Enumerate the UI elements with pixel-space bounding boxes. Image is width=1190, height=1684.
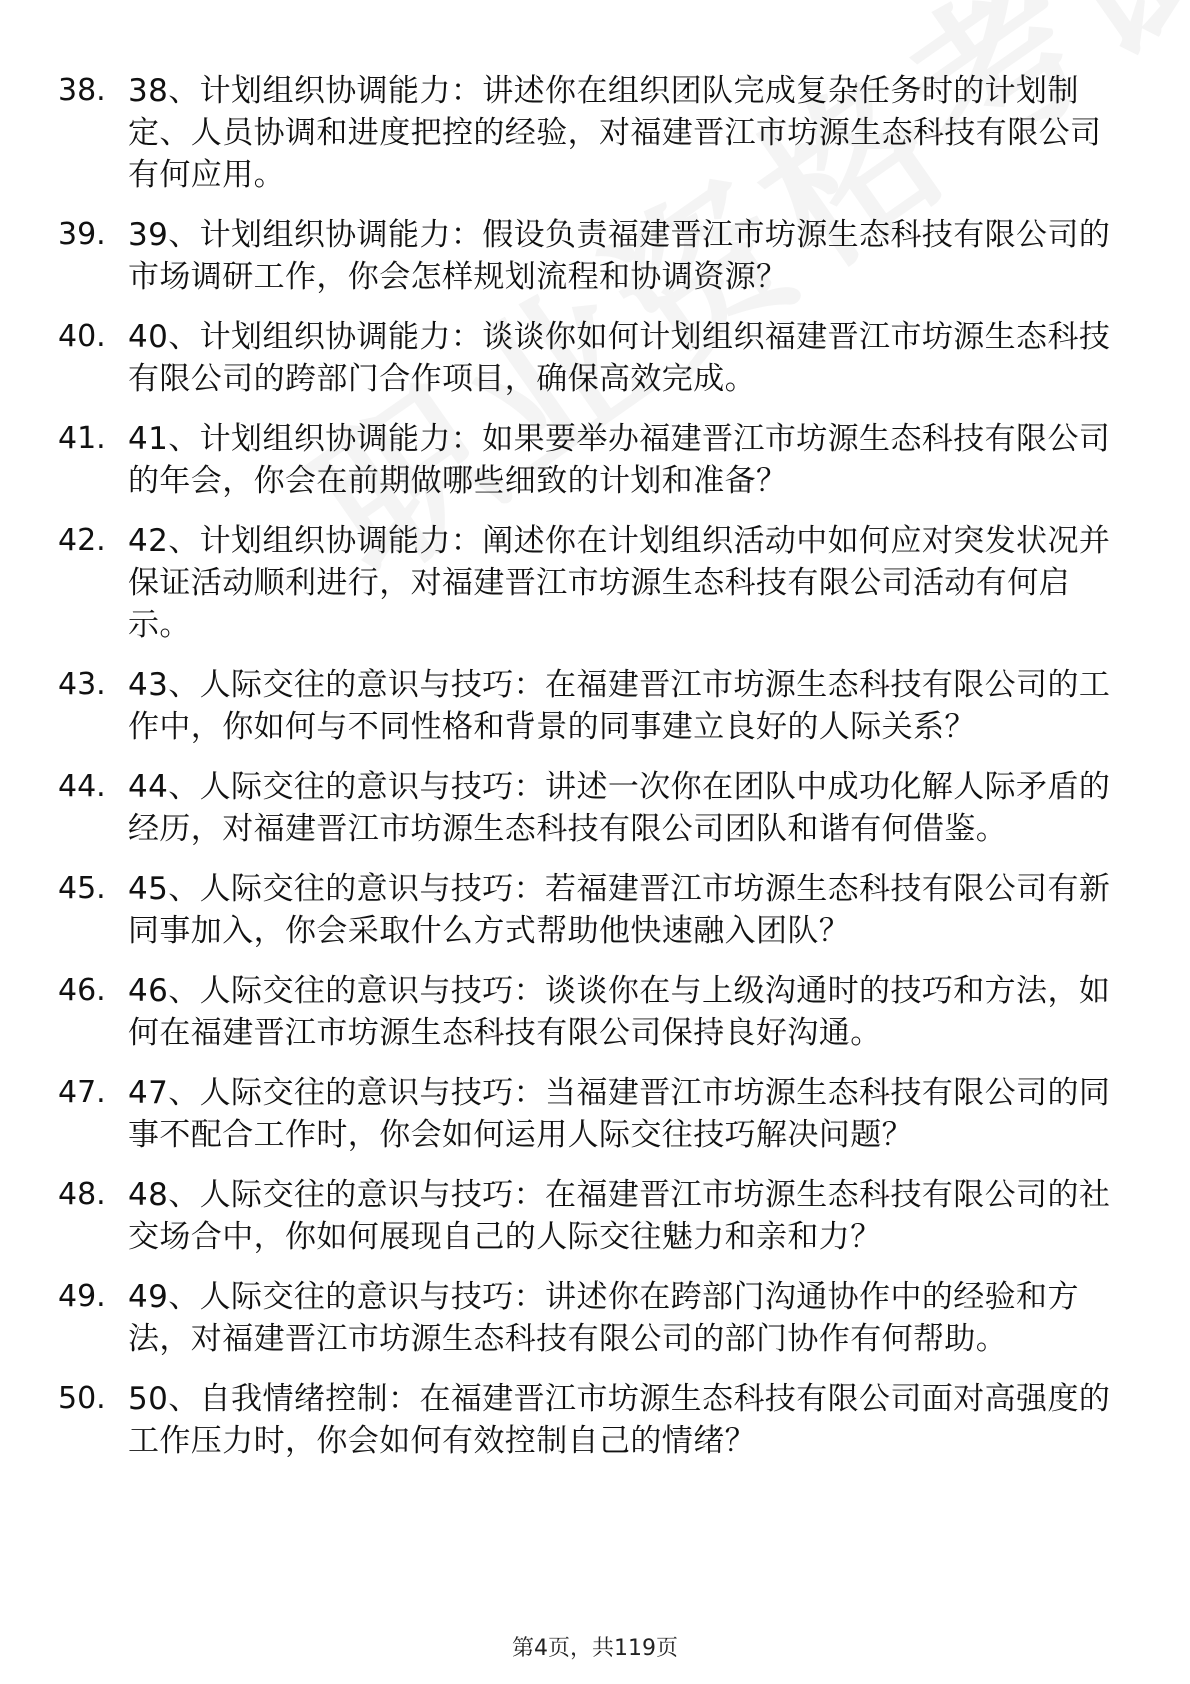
list-item: [58, 1378, 1128, 1462]
list-item: [58, 1174, 1128, 1258]
item-text: 42、计划组织协调能力：阐述你在计划组织活动中如何应对突发状况并保证活动顺利进行，对福建晋江市坊源生态科技有限公司活动有何启示。: [128, 523, 1111, 643]
item-number: 39.: [58, 217, 106, 252]
item-number: 41.: [58, 421, 106, 456]
item-text: 43、人际交往的意识与技巧：在福建晋江市坊源生态科技有限公司的工作中，你如何与不同性格和背景的同事建立良好的人际关系？: [128, 667, 1111, 745]
page-footer: 第4页，共119页: [512, 1636, 678, 1661]
item-number: 38.: [58, 73, 106, 108]
list-item: [58, 214, 1128, 298]
list-item: [58, 520, 1128, 646]
item-number: 47.: [58, 1075, 106, 1110]
list-item: [58, 970, 1128, 1054]
question-list: [58, 70, 1128, 1480]
item-text: 41、计划组织协调能力：如果要举办福建晋江市坊源生态科技有限公司的年会，你会在前期做哪些细致的计划和准备？: [128, 421, 1111, 499]
item-text: 49、人际交往的意识与技巧：讲述你在跨部门沟通协作中的经验和方法，对福建晋江市坊源生态科技有限公司的部门协作有何帮助。: [128, 1279, 1079, 1357]
list-item: [58, 766, 1128, 850]
item-text: 44、人际交往的意识与技巧：讲述一次你在团队中成功化解人际矛盾的经历，对福建晋江市坊源生态科技有限公司团队和谐有何借鉴。: [128, 769, 1111, 847]
item-number: 50.: [58, 1381, 106, 1416]
item-text: 40、计划组织协调能力：谈谈你如何计划组织福建晋江市坊源生态科技有限公司的跨部门合作项目，确保高效完成。: [128, 319, 1111, 397]
list-item: [58, 418, 1128, 502]
list-item: [58, 664, 1128, 748]
list-item: [58, 1072, 1128, 1156]
item-text: 47、人际交往的意识与技巧：当福建晋江市坊源生态科技有限公司的同事不配合工作时，你会如何运用人际交往技巧解决问题？: [128, 1075, 1111, 1153]
item-text: 50、自我情绪控制：在福建晋江市坊源生态科技有限公司面对高强度的工作压力时，你会如何有效控制自己的情绪？: [128, 1381, 1111, 1459]
item-text: 38、计划组织协调能力：讲述你在组织团队完成复杂任务时的计划制定、人员协调和进度把控的经验，对福建晋江市坊源生态科技有限公司有何应用。: [128, 73, 1102, 193]
list-item: [58, 1276, 1128, 1360]
item-number: 45.: [58, 871, 106, 906]
item-number: 43.: [58, 667, 106, 702]
item-number: 42.: [58, 523, 106, 558]
item-text: 45、人际交往的意识与技巧：若福建晋江市坊源生态科技有限公司有新同事加入，你会采取什么方式帮助他快速融入团队？: [128, 871, 1111, 949]
item-number: 48.: [58, 1177, 106, 1212]
item-text: 48、人际交往的意识与技巧：在福建晋江市坊源生态科技有限公司的社交场合中，你如何展现自己的人际交往魅力和亲和力？: [128, 1177, 1111, 1255]
item-text: 39、计划组织协调能力：假设负责福建晋江市坊源生态科技有限公司的市场调研工作，你会怎样规划流程和协调资源？: [128, 217, 1111, 295]
item-number: 44.: [58, 769, 106, 804]
item-number: 46.: [58, 973, 106, 1008]
list-item: [58, 70, 1128, 196]
list-item: [58, 316, 1128, 400]
item-number: 40.: [58, 319, 106, 354]
list-item: [58, 868, 1128, 952]
item-text: 46、人际交往的意识与技巧：谈谈你在与上级沟通时的技巧和方法，如何在福建晋江市坊源生态科技有限公司保持良好沟通。: [128, 973, 1111, 1051]
item-number: 49.: [58, 1279, 106, 1314]
